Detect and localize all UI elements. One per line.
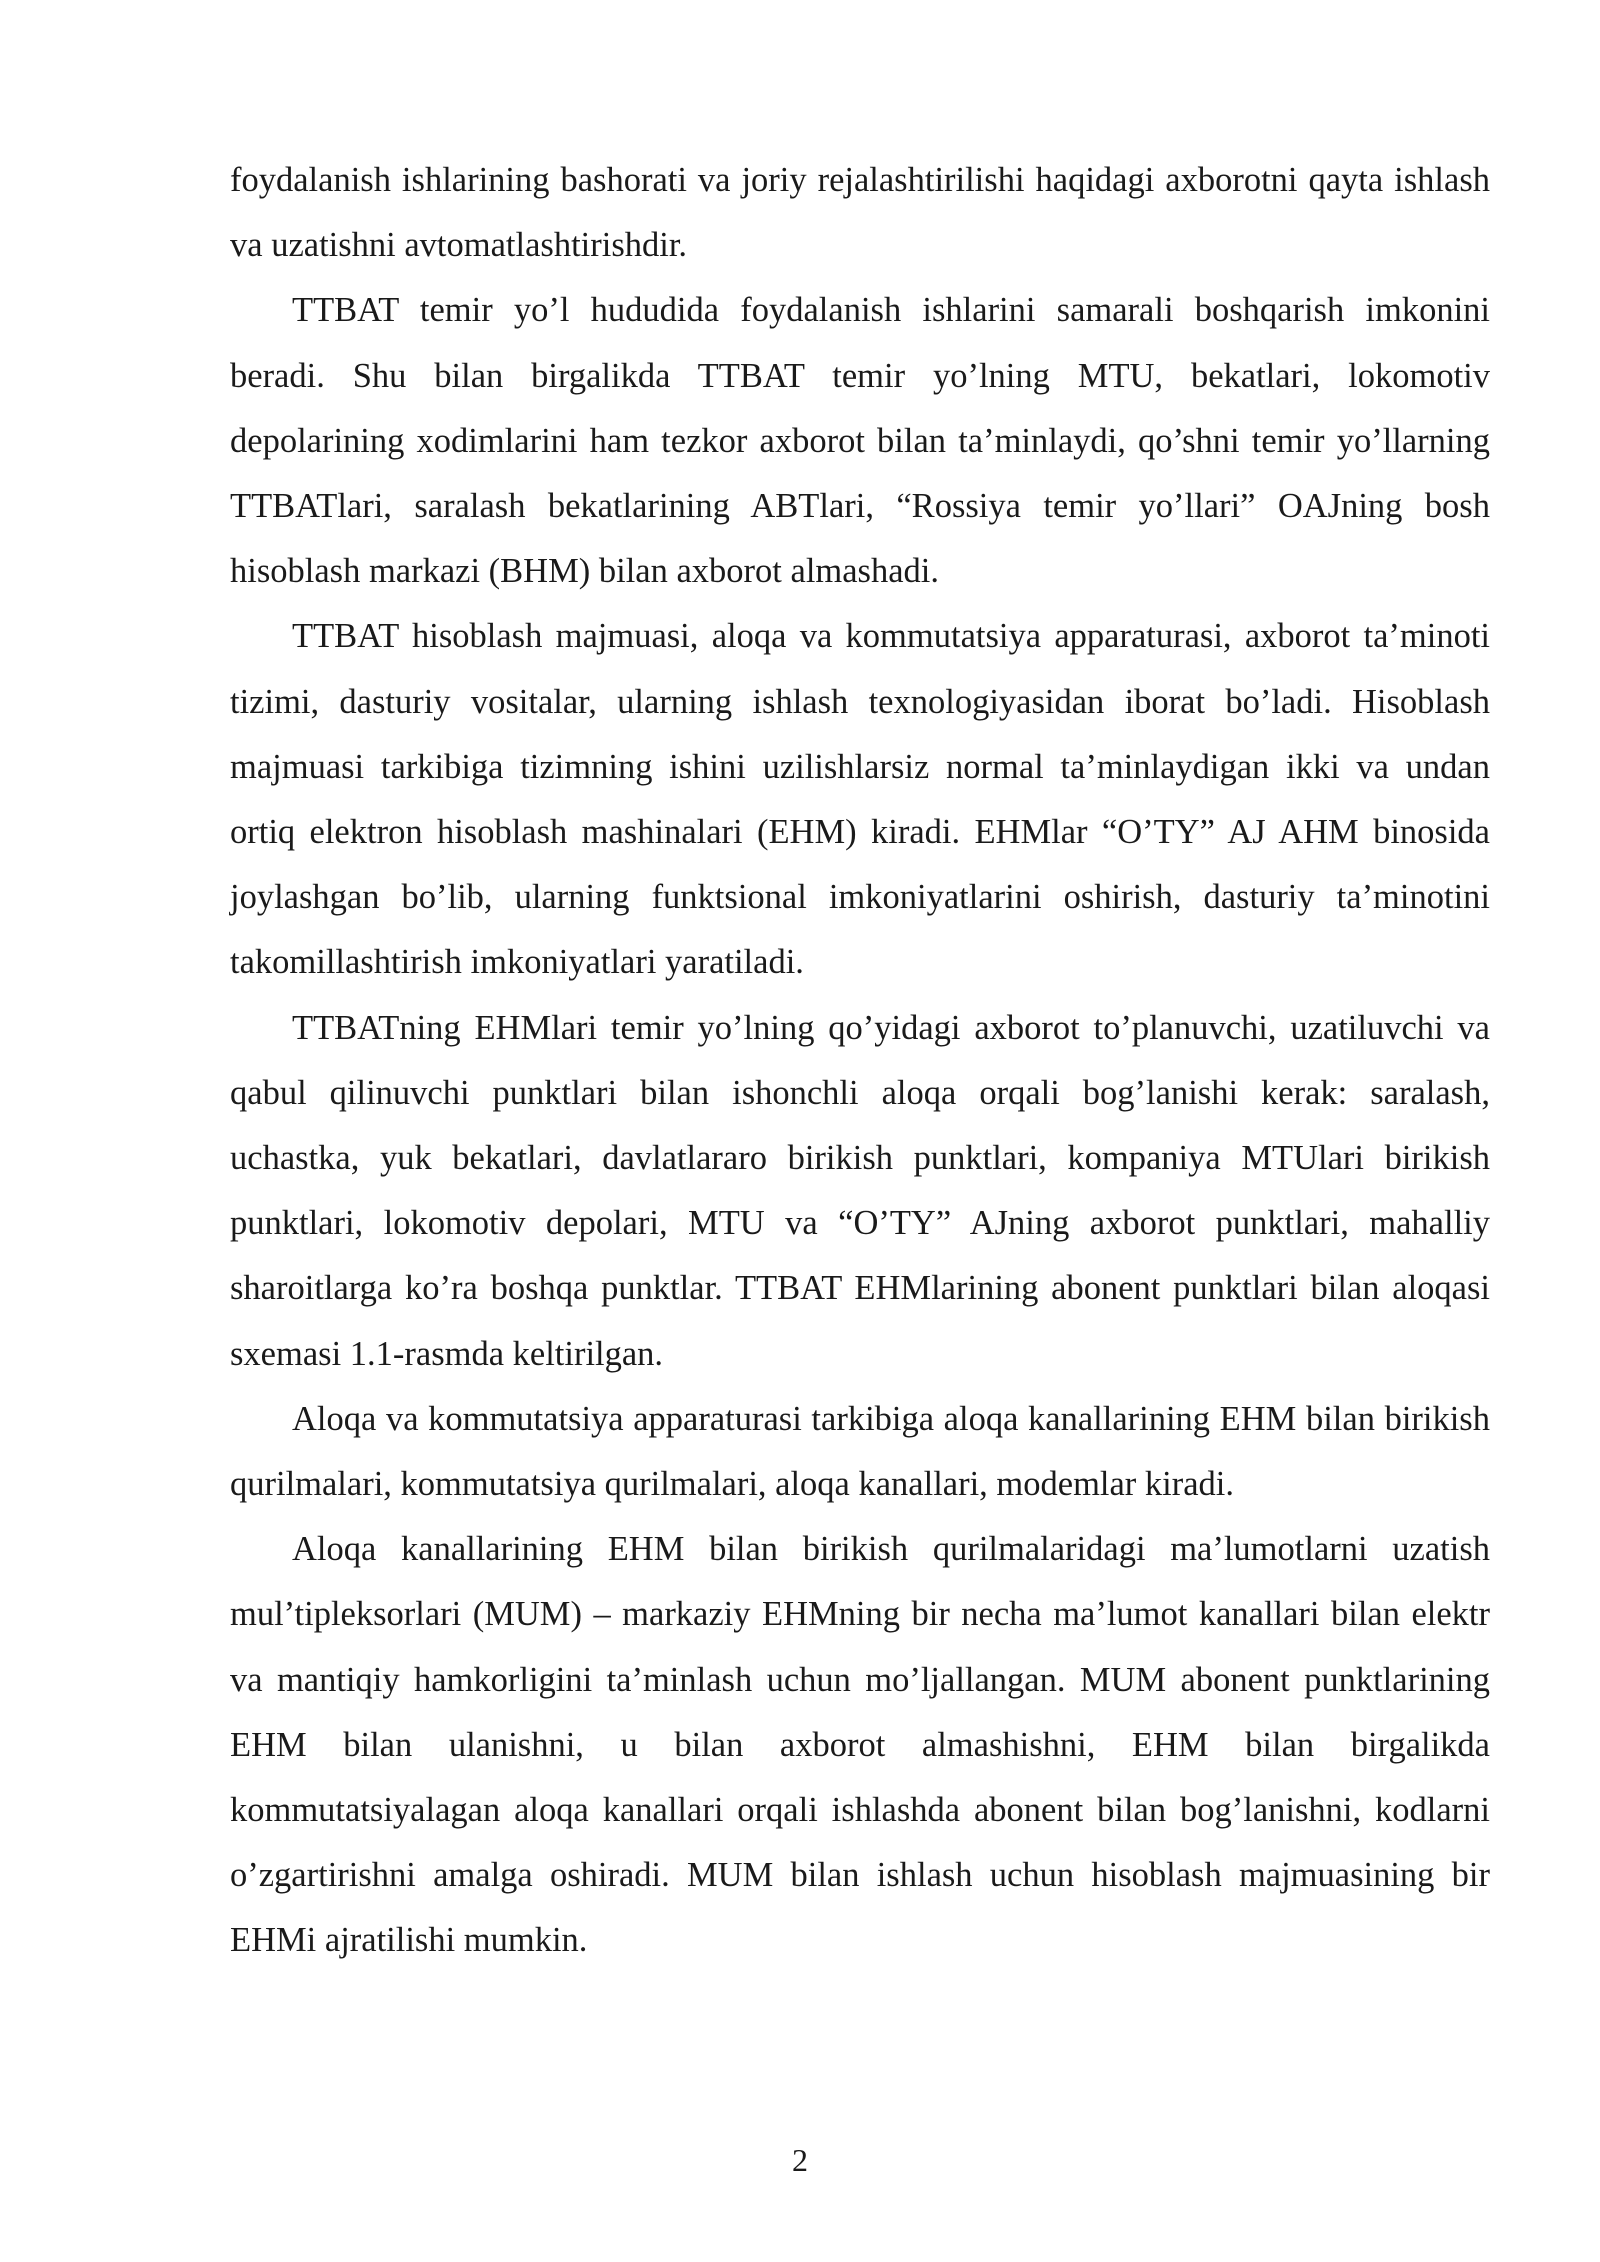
paragraph-ehm-communication: TTBATning EHMlari temir yo’lning qo’yidagi axborot to’planuvchi, uzatiluvchi va qabul qilinuvchi punktlari bilan ishonchli aloqa orqali bog’lanishi kerak: saralash, uchastka, yuk bekatlari, davlatlararo birikish punktlari, kompaniya MTUlari birikish punktlari, lokomotiv depolari, MTU va “O’TY” AJning axborot punktlari, mahalliy sharoitlarga ko’ra boshqa punktlar. TTBAT EHMlarining abonent punktlari bilan aloqasi sxemasi 1.1-rasmda keltirilgan. (230, 1008, 1490, 1373)
paragraph-computing-complex: TTBAT hisoblash majmuasi, aloqa va kommutatsiya apparaturasi, axborot ta’minoti tizimi, dasturiy vositalar, ularning ishlash texnologiyasidan iborat bo’ladi. Hisoblash majmuasi tarkibiga tizimning ishini uzilishlarsiz normal ta’minlaydigan ikki va undan ortiq elektron hisoblash mashinalari (EHM) kiradi. EHMlar “O’TY” AJ AHM binosida joylashgan bo’lib, ularning funktsional imkoniyatlarini oshirish, dasturiy ta’minotini takomillashtirish imkoniyatlari yaratiladi. (230, 617, 1490, 982)
document-body (230, 148, 1490, 1974)
page-number: 2 (792, 2142, 808, 2178)
paragraph-multiplexers: Aloqa kanallarining EHM bilan birikish qurilmalaridagi ma’lumotlarni uzatish mul’tipleksorlari (MUM) – markaziy EHMning bir necha ma’lumot kanallari bilan elektr va mantiqiy hamkorligini ta’minlash uchun mo’ljallangan. MUM abonent punktlarining EHM bilan ulanishni, u bilan axborot almashishni, EHM bilan birgalikda kommutatsiyalagan aloqa kanallari orqali ishlashda abonent bilan bog’lanishni, kodlarni o’zgartirishni amalga oshiradi. MUM bilan ishlash uchun hisoblash majmuasining bir EHMi ajratilishi mumkin. (230, 1530, 1490, 1960)
paragraph-switching-equipment: Aloqa va kommutatsiya apparaturasi tarkibiga aloqa kanallarining EHM bilan birikish qurilmalari, kommutatsiya qurilmalari, aloqa kanallari, modemlar kiradi. (230, 1399, 1490, 1504)
paragraph-continuation: foydalanish ishlarining bashorati va joriy rejalashtirilishi haqidagi axborotni qayta ishlash va uzatishni avtomatlashtirishdir. (230, 161, 1490, 265)
paragraph-ttbat-management: TTBAT temir yo’l hududida foydalanish ishlarini samarali boshqarish imkonini beradi. Shu bilan birgalikda TTBAT temir yo’lning MTU, bekatlari, lokomotiv depolarining xodimlarini ham tezkor axborot bilan ta’minlaydi, qo’shni temir yo’llarning TTBATlari, saralash bekatlarining ABTlari, “Rossiya temir yo’llari” OAJning bosh hisoblash markazi (BHM) bilan axborot almashadi. (230, 291, 1490, 591)
